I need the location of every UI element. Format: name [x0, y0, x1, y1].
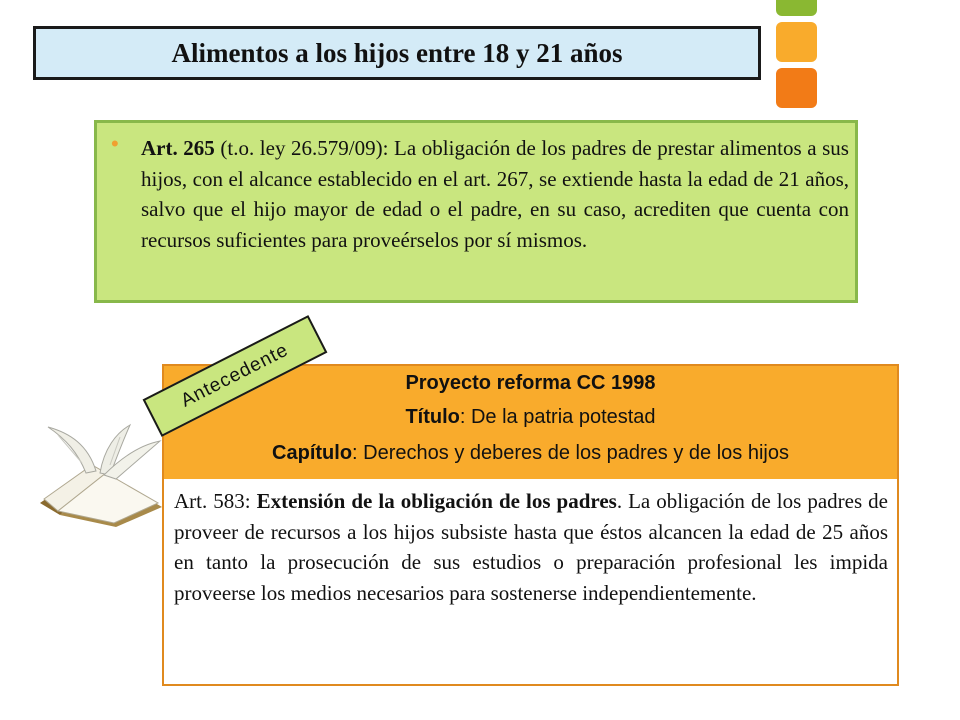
capitulo-label: Capítulo: [272, 442, 353, 464]
bullet-icon: •: [111, 131, 119, 156]
article-583-prefix: Art. 583:: [174, 489, 257, 513]
decorative-square-orange: [776, 22, 817, 62]
page-title: Alimentos a los hijos entre 18 y 21 años: [171, 37, 623, 68]
titulo-label: Título: [405, 406, 460, 428]
article-583-text: [174, 486, 888, 608]
proyecto-header: [164, 366, 897, 479]
proyecto-box: [162, 364, 899, 686]
titulo-value: : De la patria potestad: [459, 406, 656, 428]
antecedente-label: Antecedente: [177, 339, 292, 412]
proyecto-capitulo: [164, 442, 897, 465]
article-265-box: [94, 120, 858, 303]
article-265-text: [141, 133, 849, 255]
title-box: [33, 26, 761, 80]
decorative-square-green: [776, 0, 817, 16]
proyecto-heading: Proyecto reforma CC 1998: [405, 372, 656, 394]
open-book-icon: [30, 415, 180, 530]
article-583-body: . La obligación de los padres de proveer de recursos a los hijos subsiste hasta que éstos alcancen la edad de 25 años en tanto la prosecución de sus estudios o preparación profesional les impida proveerse los medios necesarios para sostenerse independientemente.: [174, 489, 889, 605]
article-265-label: Art. 265: [141, 136, 215, 160]
decorative-square-dark-orange: [776, 68, 817, 108]
article-265-body: (t.o. ley 26.579/09): La obligación de los padres de prestar alimentos a sus hijos, con el alcance establecido en el art. 267, se extiende hasta la edad de 21 años, salvo que el hijo mayor de edad o el padre, en su caso, acrediten que cuenta con recursos suficientes para proveérselos por sí mismos.: [141, 136, 849, 252]
proyecto-titulo: [164, 406, 897, 429]
article-583-heading: Extensión de la obligación de los padres: [256, 489, 617, 513]
capitulo-value: : Derechos y deberes de los padres y de los hijos: [352, 442, 789, 464]
